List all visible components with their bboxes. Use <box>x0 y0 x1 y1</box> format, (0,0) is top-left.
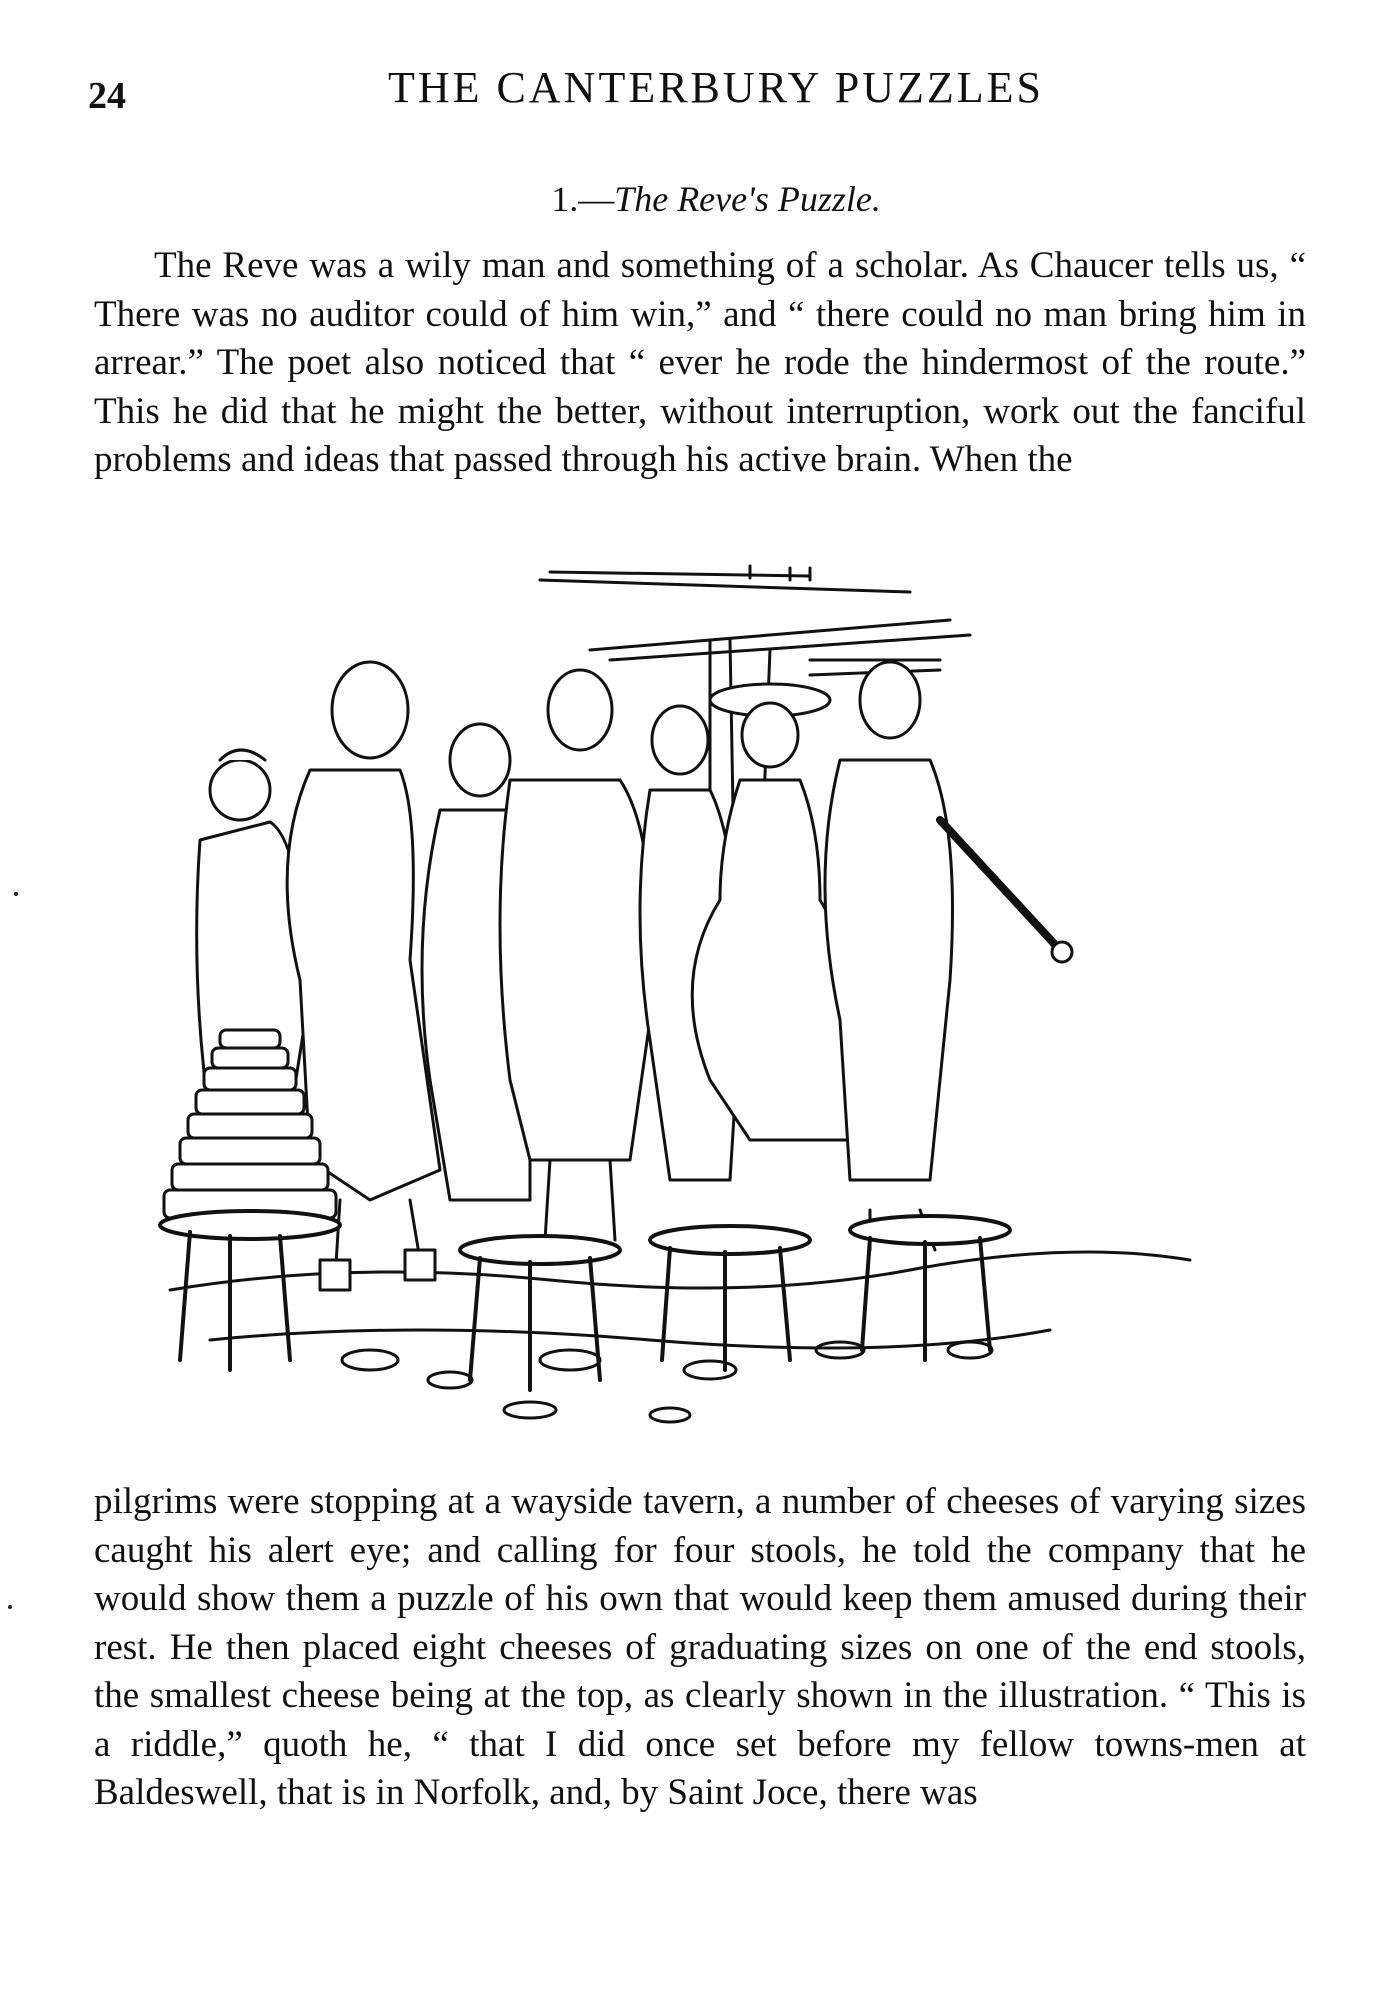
page-number: 24 <box>88 75 126 117</box>
section-title <box>0 178 1392 220</box>
section-number: 1.— <box>551 179 615 219</box>
section-name: The Reve's Puzzle. <box>614 179 881 219</box>
paragraph-continued-text: pilgrims were stopping at a wayside tavern, a number of cheeses of varying sizes caught his alert eye; and calling for four stools, he told the company that he would show them a puzzle of his own that would keep them amused during their rest. He then placed eight cheeses of graduating sizes on one of the end stools, the smallest cheese being at the top, as clearly shown in the illustration. “ This is a riddle,” quoth he, “ that I did once set before my fellow towns-men at Baldeswell, that is in Norfolk, and, by Saint Joce, there was <box>94 1481 1306 1813</box>
four-stools <box>160 1211 1010 1390</box>
paragraph-continued <box>94 1478 1306 1818</box>
bagpipe-chanter <box>940 820 1072 962</box>
pilgrim-piper <box>825 662 953 1250</box>
print-speck <box>8 1605 12 1609</box>
running-title: THE CANTERBURY PUZZLES <box>388 63 1044 112</box>
print-speck <box>14 892 18 896</box>
page-header <box>88 62 1304 122</box>
paragraph-intro <box>94 242 1306 485</box>
stool-1 <box>160 1211 340 1370</box>
stool-2 <box>460 1236 620 1390</box>
pilgrims-stools-cheeses-illustration <box>150 560 1250 1440</box>
paragraph-intro-text: The Reve was a wily man and something of a scholar. As Chaucer tells us, “ There was no auditor could of him win,” and “ there could no man bring him in arrear.” The poet also noticed that “ ever he rode the hindermost of the route.” This he did that he might the better, without interruption, work out the fanciful problems and ideas that passed through his active brain. When the <box>94 245 1306 480</box>
